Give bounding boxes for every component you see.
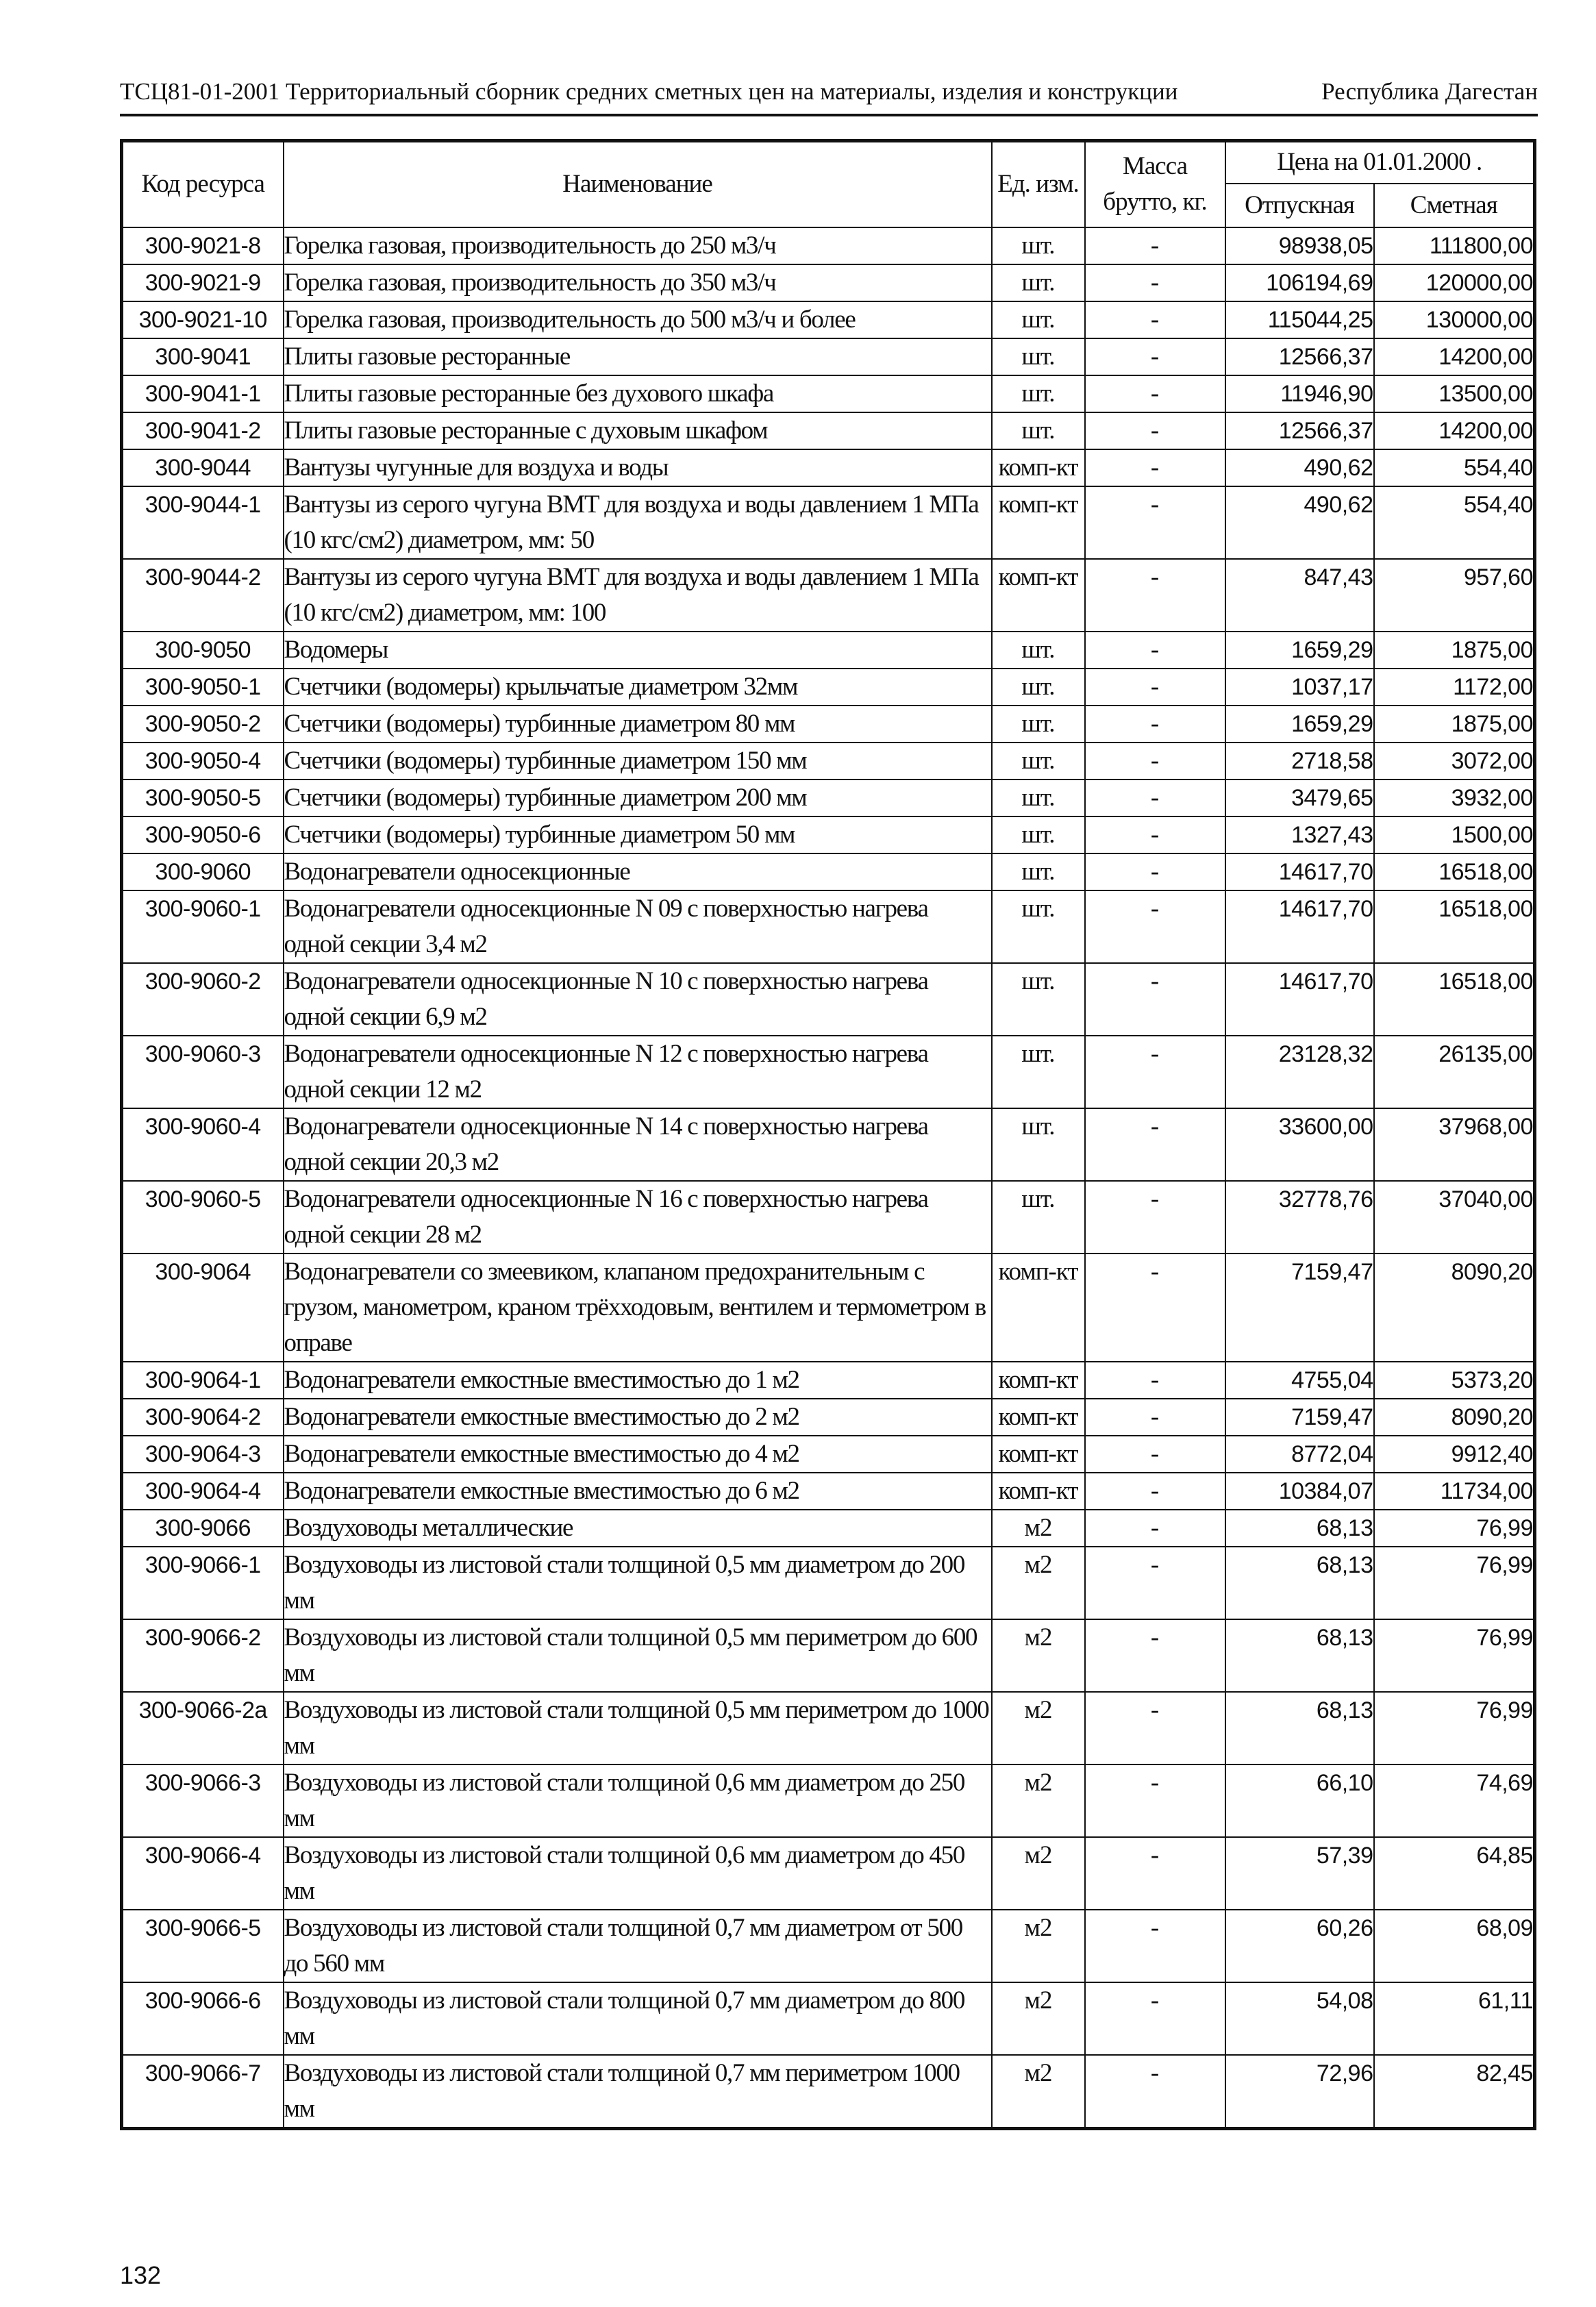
estimate-price: 74,69 (1374, 1764, 1535, 1837)
wholesale-price: 98938,05 (1225, 227, 1374, 264)
collection-title: ТСЦ81-01-2001 Территориальный сборник средних сметных цен на материалы, изделия и конструкции (120, 78, 1178, 105)
unit-of-measure: м2 (992, 1837, 1085, 1910)
table-row (122, 1473, 1535, 1510)
column-header-code: Код ресурса (122, 141, 284, 227)
gross-mass: - (1085, 559, 1225, 632)
resource-code: 300-9066-2 (122, 1619, 284, 1692)
unit-of-measure: комп-кт (992, 486, 1085, 559)
table-row (122, 706, 1535, 743)
resource-code: 300-9021-8 (122, 227, 284, 264)
table-row (122, 853, 1535, 890)
unit-of-measure: комп-кт (992, 1436, 1085, 1473)
estimate-price: 3932,00 (1374, 780, 1535, 816)
gross-mass: - (1085, 669, 1225, 706)
wholesale-price: 11946,90 (1225, 375, 1374, 412)
table-row (122, 1510, 1535, 1547)
estimate-price: 11734,00 (1374, 1473, 1535, 1510)
wholesale-price: 32778,76 (1225, 1181, 1374, 1254)
resource-code: 300-9021-9 (122, 264, 284, 301)
table-row (122, 1692, 1535, 1764)
table-row (122, 559, 1535, 632)
table-row (122, 264, 1535, 301)
gross-mass: - (1085, 1362, 1225, 1399)
estimate-price: 76,99 (1374, 1510, 1535, 1547)
column-header-wholesale: Отпускная (1225, 184, 1374, 227)
estimate-price: 61,11 (1374, 1982, 1535, 2055)
table-row (122, 1399, 1535, 1436)
unit-of-measure: шт. (992, 632, 1085, 669)
gross-mass: - (1085, 706, 1225, 743)
estimate-price: 16518,00 (1374, 890, 1535, 963)
header-rule (120, 114, 1538, 116)
resource-code: 300-9041-1 (122, 375, 284, 412)
estimate-price: 3072,00 (1374, 743, 1535, 780)
wholesale-price: 490,62 (1225, 449, 1374, 486)
price-table-header (122, 141, 1535, 227)
gross-mass: - (1085, 890, 1225, 963)
unit-of-measure: м2 (992, 1547, 1085, 1619)
resource-code: 300-9050-4 (122, 743, 284, 780)
gross-mass: - (1085, 264, 1225, 301)
resource-name: Счетчики (водомеры) турбинные диаметром 150 мм (284, 743, 992, 780)
gross-mass: - (1085, 1837, 1225, 1910)
gross-mass: - (1085, 227, 1225, 264)
unit-of-measure: шт. (992, 1036, 1085, 1108)
resource-name: Воздуховоды из листовой стали толщиной 0,6 мм диаметром до 250 мм (284, 1764, 992, 1837)
wholesale-price: 68,13 (1225, 1547, 1374, 1619)
resource-code: 300-9041-2 (122, 412, 284, 449)
gross-mass: - (1085, 1181, 1225, 1254)
wholesale-price: 8772,04 (1225, 1436, 1374, 1473)
estimate-price: 14200,00 (1374, 412, 1535, 449)
wholesale-price: 1037,17 (1225, 669, 1374, 706)
price-table-body (122, 227, 1535, 2129)
unit-of-measure: м2 (992, 1764, 1085, 1837)
wholesale-price: 3479,65 (1225, 780, 1374, 816)
resource-name: Воздуховоды из листовой стали толщиной 0,5 мм диаметром до 200 мм (284, 1547, 992, 1619)
unit-of-measure: шт. (992, 375, 1085, 412)
resource-name: Горелка газовая, производительность до 250 м3/ч (284, 227, 992, 264)
wholesale-price: 66,10 (1225, 1764, 1374, 1837)
column-header-price-group: Цена на 01.01.2000 . (1225, 141, 1535, 184)
estimate-price: 1875,00 (1374, 706, 1535, 743)
unit-of-measure: м2 (992, 1510, 1085, 1547)
resource-code: 300-9064-3 (122, 1436, 284, 1473)
table-row (122, 1036, 1535, 1108)
table-row (122, 1910, 1535, 1982)
unit-of-measure: шт. (992, 264, 1085, 301)
unit-of-measure: шт. (992, 669, 1085, 706)
resource-name: Вантузы из серого чугуна ВМТ для воздуха и воды давлением 1 МПа (10 кгс/см2) диаметром, мм: 100 (284, 559, 992, 632)
resource-code: 300-9066 (122, 1510, 284, 1547)
wholesale-price: 68,13 (1225, 1619, 1374, 1692)
gross-mass: - (1085, 301, 1225, 338)
resource-name: Воздуховоды из листовой стали толщиной 0,5 мм периметром до 600 мм (284, 1619, 992, 1692)
gross-mass: - (1085, 1436, 1225, 1473)
unit-of-measure: м2 (992, 1982, 1085, 2055)
estimate-price: 68,09 (1374, 1910, 1535, 1982)
resource-name: Горелка газовая, производительность до 350 м3/ч (284, 264, 992, 301)
resource-code: 300-9060-1 (122, 890, 284, 963)
gross-mass: - (1085, 486, 1225, 559)
resource-code: 300-9021-10 (122, 301, 284, 338)
table-row (122, 1181, 1535, 1254)
table-row (122, 743, 1535, 780)
estimate-price: 8090,20 (1374, 1399, 1535, 1436)
table-row (122, 1982, 1535, 2055)
wholesale-price: 115044,25 (1225, 301, 1374, 338)
unit-of-measure: шт. (992, 890, 1085, 963)
resource-code: 300-9064-2 (122, 1399, 284, 1436)
resource-code: 300-9041 (122, 338, 284, 375)
wholesale-price: 1659,29 (1225, 706, 1374, 743)
resource-name: Водонагреватели односекционные N 09 с поверхностью нагрева одной секции 3,4 м2 (284, 890, 992, 963)
resource-code: 300-9060-2 (122, 963, 284, 1036)
table-row (122, 1362, 1535, 1399)
wholesale-price: 106194,69 (1225, 264, 1374, 301)
resource-code: 300-9066-7 (122, 2055, 284, 2129)
unit-of-measure: м2 (992, 1619, 1085, 1692)
resource-name: Плиты газовые ресторанные (284, 338, 992, 375)
estimate-price: 9912,40 (1374, 1436, 1535, 1473)
wholesale-price: 847,43 (1225, 559, 1374, 632)
gross-mass: - (1085, 449, 1225, 486)
estimate-price: 957,60 (1374, 559, 1535, 632)
wholesale-price: 54,08 (1225, 1982, 1374, 2055)
gross-mass: - (1085, 1982, 1225, 2055)
estimate-price: 16518,00 (1374, 853, 1535, 890)
gross-mass: - (1085, 1547, 1225, 1619)
gross-mass: - (1085, 853, 1225, 890)
gross-mass: - (1085, 632, 1225, 669)
resource-code: 300-9066-1 (122, 1547, 284, 1619)
region-name: Республика Дагестан (1321, 78, 1538, 105)
resource-name: Водомеры (284, 632, 992, 669)
unit-of-measure: шт. (992, 1108, 1085, 1181)
gross-mass: - (1085, 338, 1225, 375)
resource-name: Водонагреватели емкостные вместимостью до 1 м2 (284, 1362, 992, 1399)
gross-mass: - (1085, 1399, 1225, 1436)
resource-name: Счетчики (водомеры) крыльчатые диаметром 32мм (284, 669, 992, 706)
unit-of-measure: комп-кт (992, 1399, 1085, 1436)
resource-name: Воздуховоды металлические (284, 1510, 992, 1547)
resource-code: 300-9060-4 (122, 1108, 284, 1181)
resource-name: Водонагреватели односекционные (284, 853, 992, 890)
wholesale-price: 7159,47 (1225, 1399, 1374, 1436)
gross-mass: - (1085, 816, 1225, 853)
resource-code: 300-9060-5 (122, 1181, 284, 1254)
gross-mass: - (1085, 963, 1225, 1036)
wholesale-price: 12566,37 (1225, 412, 1374, 449)
wholesale-price: 4755,04 (1225, 1362, 1374, 1399)
resource-code: 300-9050-6 (122, 816, 284, 853)
estimate-price: 76,99 (1374, 1547, 1535, 1619)
column-header-unit: Ед. изм. (992, 141, 1085, 227)
resource-name: Водонагреватели емкостные вместимостью до 2 м2 (284, 1399, 992, 1436)
resource-code: 300-9066-2а (122, 1692, 284, 1764)
wholesale-price: 2718,58 (1225, 743, 1374, 780)
estimate-price: 111800,00 (1374, 227, 1535, 264)
estimate-price: 16518,00 (1374, 963, 1535, 1036)
gross-mass: - (1085, 1473, 1225, 1510)
column-header-estimate: Сметная (1374, 184, 1535, 227)
table-row (122, 301, 1535, 338)
wholesale-price: 68,13 (1225, 1692, 1374, 1764)
unit-of-measure: комп-кт (992, 1362, 1085, 1399)
resource-name: Водонагреватели односекционные N 12 с поверхностью нагрева одной секции 12 м2 (284, 1036, 992, 1108)
unit-of-measure: комп-кт (992, 559, 1085, 632)
wholesale-price: 14617,70 (1225, 963, 1374, 1036)
gross-mass: - (1085, 1764, 1225, 1837)
unit-of-measure: шт. (992, 963, 1085, 1036)
gross-mass: - (1085, 1510, 1225, 1547)
estimate-price: 13500,00 (1374, 375, 1535, 412)
wholesale-price: 7159,47 (1225, 1254, 1374, 1362)
wholesale-price: 72,96 (1225, 2055, 1374, 2129)
resource-code: 300-9050 (122, 632, 284, 669)
price-table (120, 139, 1536, 2130)
resource-name: Счетчики (водомеры) турбинные диаметром 50 мм (284, 816, 992, 853)
wholesale-price: 12566,37 (1225, 338, 1374, 375)
unit-of-measure: м2 (992, 2055, 1085, 2129)
resource-name: Воздуховоды из листовой стали толщиной 0,7 мм диаметром от 500 до 560 мм (284, 1910, 992, 1982)
wholesale-price: 60,26 (1225, 1910, 1374, 1982)
wholesale-price: 57,39 (1225, 1837, 1374, 1910)
unit-of-measure: комп-кт (992, 1473, 1085, 1510)
unit-of-measure: м2 (992, 1910, 1085, 1982)
wholesale-price: 1327,43 (1225, 816, 1374, 853)
table-row (122, 816, 1535, 853)
gross-mass: - (1085, 743, 1225, 780)
unit-of-measure: шт. (992, 227, 1085, 264)
resource-name: Водонагреватели односекционные N 14 с поверхностью нагрева одной секции 20,3 м2 (284, 1108, 992, 1181)
estimate-price: 76,99 (1374, 1619, 1535, 1692)
column-header-name: Наименование (284, 141, 992, 227)
resource-name: Горелка газовая, производительность до 500 м3/ч и более (284, 301, 992, 338)
gross-mass: - (1085, 375, 1225, 412)
estimate-price: 14200,00 (1374, 338, 1535, 375)
resource-name: Счетчики (водомеры) турбинные диаметром 200 мм (284, 780, 992, 816)
gross-mass: - (1085, 1108, 1225, 1181)
estimate-price: 8090,20 (1374, 1254, 1535, 1362)
resource-code: 300-9044-1 (122, 486, 284, 559)
resource-code: 300-9060-3 (122, 1036, 284, 1108)
gross-mass: - (1085, 2055, 1225, 2129)
resource-name: Вантузы чугунные для воздуха и воды (284, 449, 992, 486)
estimate-price: 554,40 (1374, 486, 1535, 559)
wholesale-price: 68,13 (1225, 1510, 1374, 1547)
resource-code: 300-9044 (122, 449, 284, 486)
gross-mass: - (1085, 1692, 1225, 1764)
page-number: 132 (120, 2261, 162, 2289)
resource-code: 300-9050-2 (122, 706, 284, 743)
resource-name: Водонагреватели односекционные N 10 с поверхностью нагрева одной секции 6,9 м2 (284, 963, 992, 1036)
resource-code: 300-9066-5 (122, 1910, 284, 1982)
unit-of-measure: шт. (992, 706, 1085, 743)
resource-code: 300-9066-6 (122, 1982, 284, 2055)
resource-code: 300-9064 (122, 1254, 284, 1362)
table-row (122, 1619, 1535, 1692)
estimate-price: 554,40 (1374, 449, 1535, 486)
estimate-price: 120000,00 (1374, 264, 1535, 301)
resource-code: 300-9064-1 (122, 1362, 284, 1399)
unit-of-measure: шт. (992, 853, 1085, 890)
gross-mass: - (1085, 1910, 1225, 1982)
resource-name: Воздуховоды из листовой стали толщиной 0,6 мм диаметром до 450 мм (284, 1837, 992, 1910)
estimate-price: 1172,00 (1374, 669, 1535, 706)
estimate-price: 76,99 (1374, 1692, 1535, 1764)
resource-name: Плиты газовые ресторанные с духовым шкафом (284, 412, 992, 449)
resource-name: Воздуховоды из листовой стали толщиной 0,5 мм периметром до 1000 мм (284, 1692, 992, 1764)
table-row (122, 412, 1535, 449)
estimate-price: 1500,00 (1374, 816, 1535, 853)
table-row (122, 669, 1535, 706)
table-row (122, 1108, 1535, 1181)
estimate-price: 64,85 (1374, 1837, 1535, 1910)
resource-name: Счетчики (водомеры) турбинные диаметром 80 мм (284, 706, 992, 743)
table-row (122, 963, 1535, 1036)
resource-name: Водонагреватели со змеевиком, клапаном предохранительным с грузом, манометром, краном трёхходовым, вентилем и термометром в оправе (284, 1254, 992, 1362)
table-row (122, 1547, 1535, 1619)
table-row (122, 1837, 1535, 1910)
unit-of-measure: шт. (992, 780, 1085, 816)
unit-of-measure: шт. (992, 816, 1085, 853)
resource-name: Водонагреватели емкостные вместимостью до 6 м2 (284, 1473, 992, 1510)
estimate-price: 5373,20 (1374, 1362, 1535, 1399)
unit-of-measure: шт. (992, 412, 1085, 449)
unit-of-measure: шт. (992, 743, 1085, 780)
resource-name: Водонагреватели односекционные N 16 с поверхностью нагрева одной секции 28 м2 (284, 1181, 992, 1254)
wholesale-price: 1659,29 (1225, 632, 1374, 669)
resource-code: 300-9064-4 (122, 1473, 284, 1510)
estimate-price: 130000,00 (1374, 301, 1535, 338)
wholesale-price: 23128,32 (1225, 1036, 1374, 1108)
resource-name: Плиты газовые ресторанные без духового шкафа (284, 375, 992, 412)
unit-of-measure: шт. (992, 301, 1085, 338)
table-row (122, 1764, 1535, 1837)
table-row (122, 449, 1535, 486)
wholesale-price: 33600,00 (1225, 1108, 1374, 1181)
unit-of-measure: комп-кт (992, 1254, 1085, 1362)
estimate-price: 37968,00 (1374, 1108, 1535, 1181)
table-row (122, 2055, 1535, 2129)
gross-mass: - (1085, 780, 1225, 816)
wholesale-price: 14617,70 (1225, 890, 1374, 963)
resource-name: Вантузы из серого чугуна ВМТ для воздуха и воды давлением 1 МПа (10 кгс/см2) диаметром, мм: 50 (284, 486, 992, 559)
resource-name: Воздуховоды из листовой стали толщиной 0,7 мм периметром 1000 мм (284, 2055, 992, 2129)
estimate-price: 1875,00 (1374, 632, 1535, 669)
table-row (122, 1254, 1535, 1362)
table-row (122, 227, 1535, 264)
unit-of-measure: м2 (992, 1692, 1085, 1764)
resource-code: 300-9050-5 (122, 780, 284, 816)
gross-mass: - (1085, 1036, 1225, 1108)
gross-mass: - (1085, 1619, 1225, 1692)
table-row (122, 486, 1535, 559)
estimate-price: 82,45 (1374, 2055, 1535, 2129)
estimate-price: 26135,00 (1374, 1036, 1535, 1108)
table-row (122, 632, 1535, 669)
gross-mass: - (1085, 412, 1225, 449)
table-row (122, 890, 1535, 963)
resource-code: 300-9066-3 (122, 1764, 284, 1837)
resource-code: 300-9044-2 (122, 559, 284, 632)
estimate-price: 37040,00 (1374, 1181, 1535, 1254)
unit-of-measure: шт. (992, 1181, 1085, 1254)
resource-name: Водонагреватели емкостные вместимостью до 4 м2 (284, 1436, 992, 1473)
wholesale-price: 490,62 (1225, 486, 1374, 559)
table-row (122, 1436, 1535, 1473)
unit-of-measure: шт. (992, 338, 1085, 375)
wholesale-price: 14617,70 (1225, 853, 1374, 890)
resource-code: 300-9066-4 (122, 1837, 284, 1910)
table-row (122, 780, 1535, 816)
unit-of-measure: комп-кт (992, 449, 1085, 486)
resource-code: 300-9050-1 (122, 669, 284, 706)
gross-mass: - (1085, 1254, 1225, 1362)
table-row (122, 375, 1535, 412)
resource-code: 300-9060 (122, 853, 284, 890)
table-row (122, 338, 1535, 375)
wholesale-price: 10384,07 (1225, 1473, 1374, 1510)
column-header-mass: Масса брутто, кг. (1085, 141, 1225, 227)
resource-name: Воздуховоды из листовой стали толщиной 0,7 мм диаметром до 800 мм (284, 1982, 992, 2055)
